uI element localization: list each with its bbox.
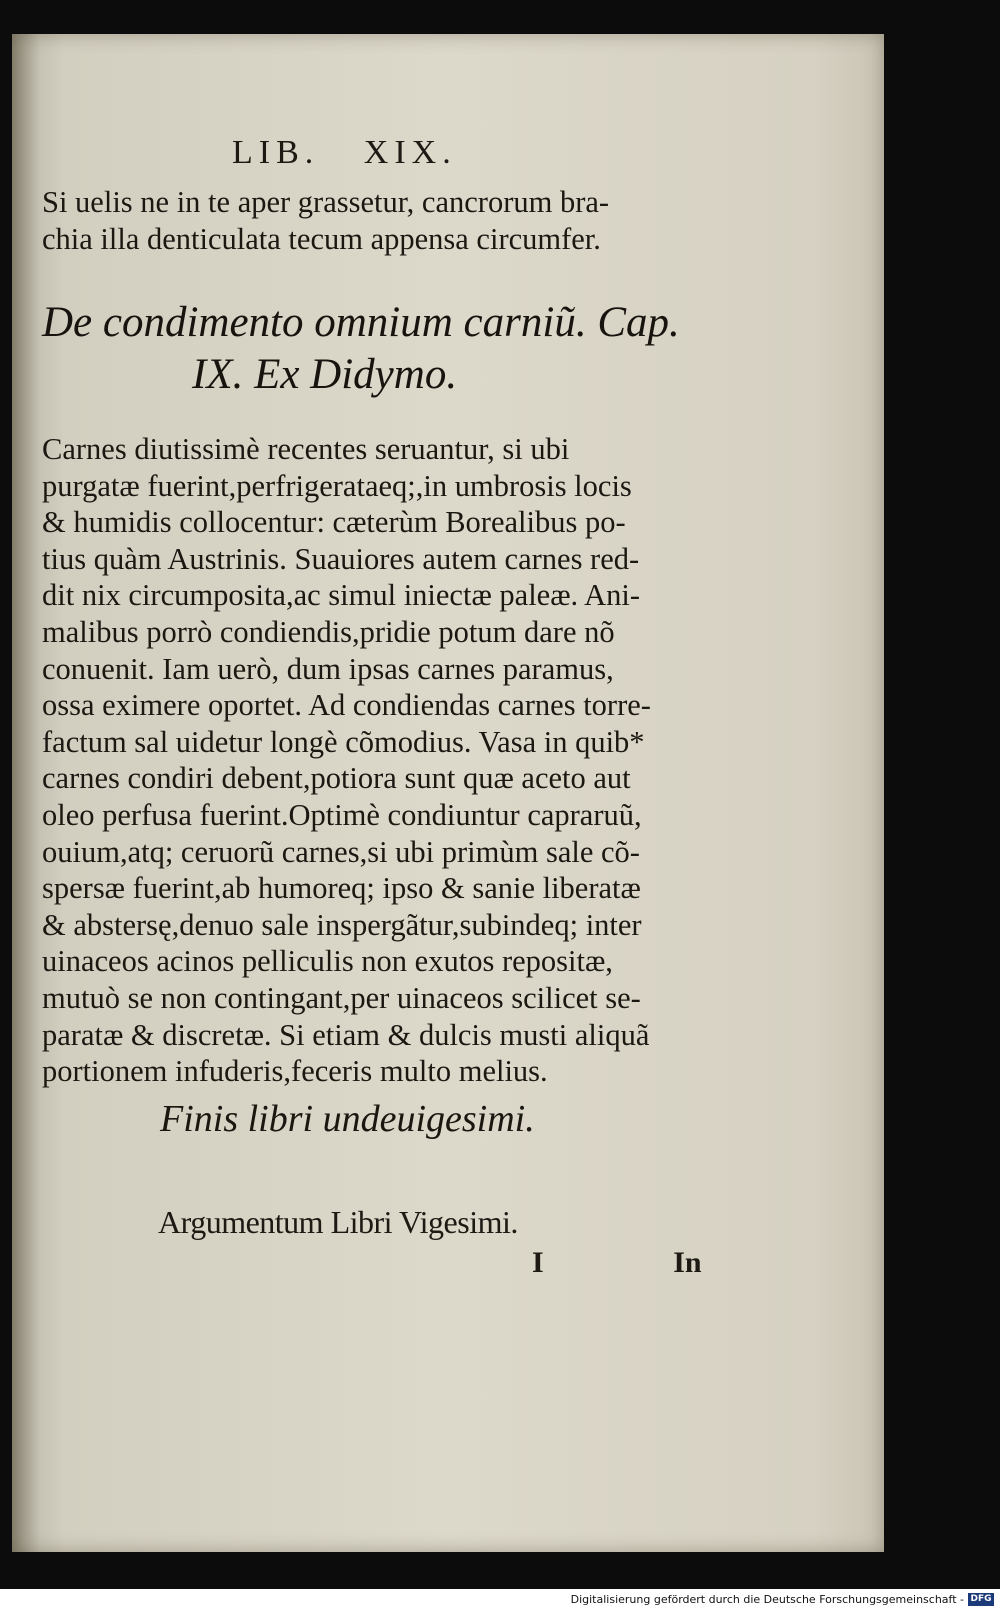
footer-bar <box>0 1589 1000 1609</box>
catchword: In <box>673 1246 702 1279</box>
text-line: Si uelis ne in te aper grassetur, cancrorum bra- <box>42 185 610 219</box>
running-head: LIB. XIX. <box>232 134 457 171</box>
text-line: malibus porrò condiendis,pridie potum dare nõ <box>42 614 615 649</box>
catchword: I <box>532 1246 544 1279</box>
text-line: factum sal uidetur longè cõmodius. Vasa in quib* <box>42 724 645 759</box>
text-line: oleo perfusa fuerint.Optimè condiuntur capraruũ, <box>42 797 642 832</box>
next-book-argument-title: Argumentum Libri Vigesimi. <box>158 1204 518 1240</box>
text-line: & humidis collocentur: cæterùm Borealibus po- <box>42 505 626 540</box>
text-line: ossa eximere oportet. Ad condiendas carnes torre- <box>42 688 651 723</box>
text-line: mutuò se non contingant,per uinaceos scilicet se- <box>42 980 641 1015</box>
text-line: portionem infuderis,feceris multo melius. <box>42 1054 548 1089</box>
text-line: & abstersę,denuo sale inspergãtur,subindeq; inter <box>42 907 642 942</box>
text-line: purgatæ fuerint,perfrigerataeq;,in umbrosis locis <box>42 468 632 503</box>
catchwords <box>532 1246 702 1280</box>
text-line: spersæ fuerint,ab humoreq; ipso & sanie liberatæ <box>42 871 641 906</box>
text-line: paratæ & discretæ. Si etiam & dulcis musti aliquã <box>42 1017 650 1052</box>
intro-paragraph <box>42 184 702 257</box>
text-line: conuenit. Iam uerò, dum ipsas carnes paramus, <box>42 651 614 686</box>
text-line: Carnes diutissimè recentes seruantur, si ubi <box>42 432 570 466</box>
dfg-logo-icon: DFG <box>968 1593 994 1606</box>
chapter-heading-line: IX. Ex Didymo. <box>192 351 458 398</box>
text-line: tius quàm Austrinis. Suauiores autem carnes red- <box>42 541 640 576</box>
text-line: carnes condiri debent,potiora sunt quæ aceto aut <box>42 761 631 796</box>
book-page <box>12 34 884 1552</box>
chapter-heading <box>42 297 702 401</box>
text-line: chia illa denticulata tecum appensa circumfer. <box>42 221 601 256</box>
book-end-title: Finis libri undeuigesimi. <box>160 1098 535 1140</box>
text-line: dit nix circumposita,ac simul iniectæ paleæ. Ani- <box>42 578 641 613</box>
chapter-heading-line: De condimento omnium carniũ. Cap. <box>42 299 680 346</box>
text-line: ouium,atq; ceruorũ carnes,si ubi primùm sale cõ- <box>42 834 640 869</box>
footer-credit: Digitalisierung gefördert durch die Deutsche Forschungsgemeinschaft - <box>570 1593 964 1606</box>
text-line: uinaceos acinos pelliculis non exutos repositæ, <box>42 944 613 979</box>
body-paragraph <box>42 431 702 1090</box>
